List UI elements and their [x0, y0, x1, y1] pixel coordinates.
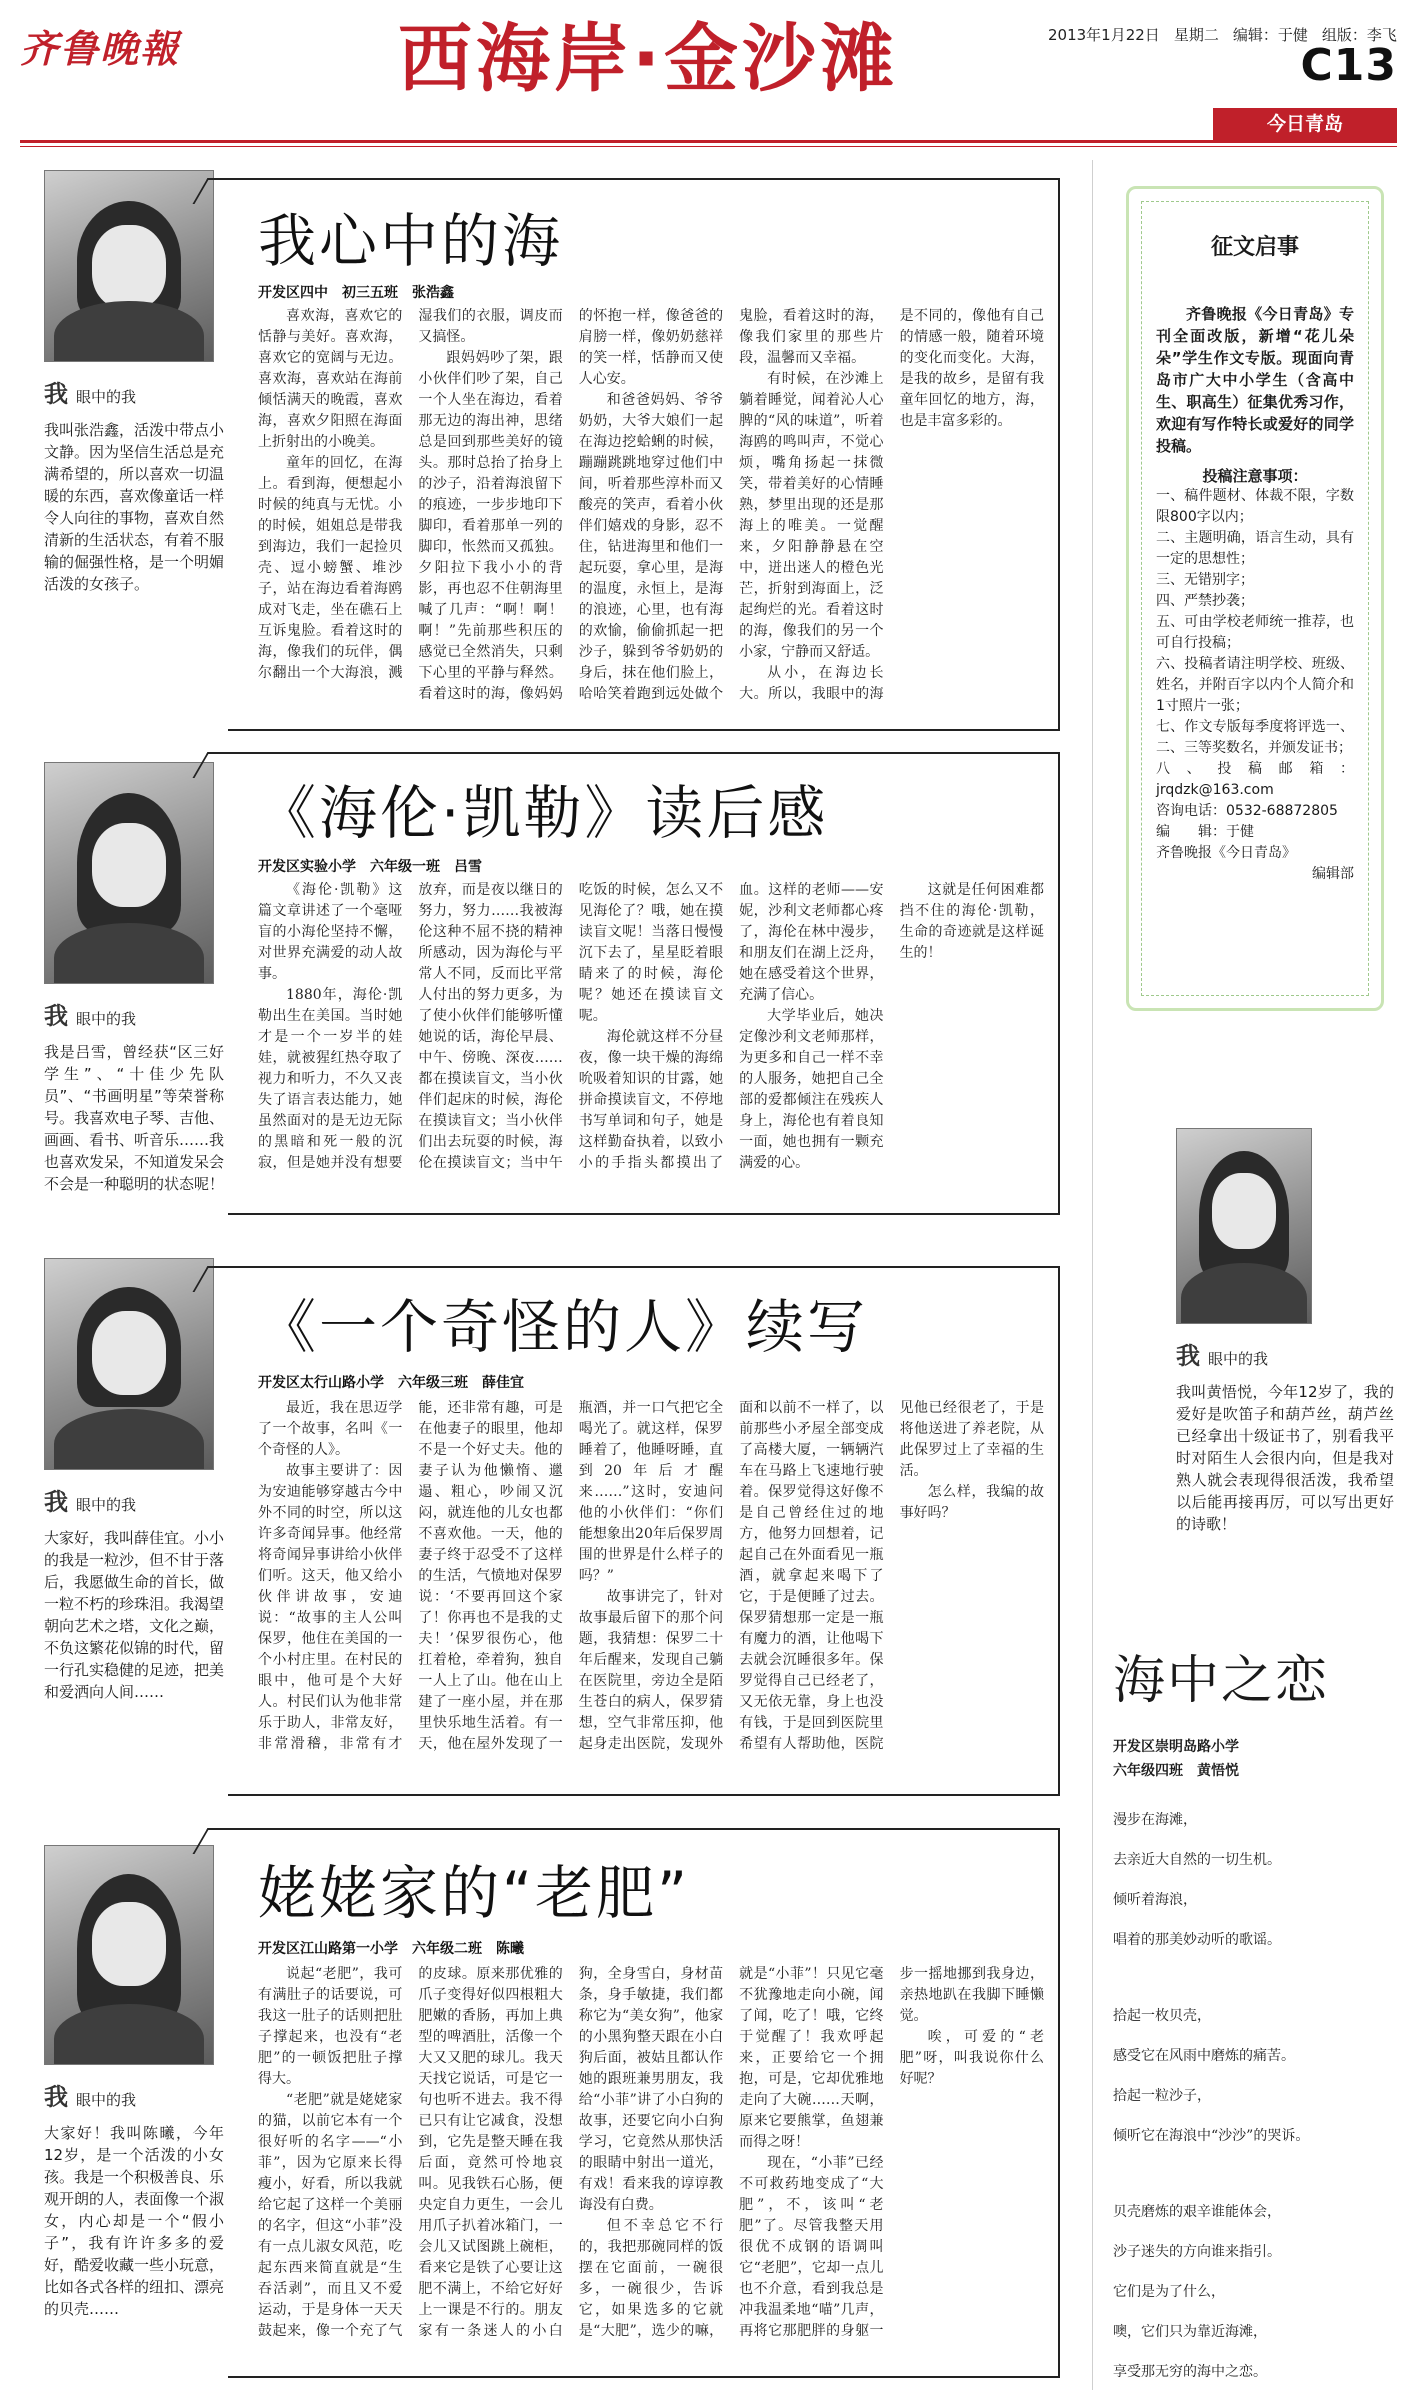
- paragraph: 现在，“小菲”已经不可救药地变成了“大肥”，不，该叫“老肥”了。尽管我整天用很优不成钢的语调叫它“老肥”，它却一点儿也不介意，看到我总是冲我温柔地“喵”几声，再将它那肥胖的身躯一步一摇地挪到我身边，亲热地趴在我脚下睡懒觉。: [739, 1966, 1044, 2339]
- paragraph: 最近，我在思迈学了一个故事，名叫《一个奇怪的人》。: [258, 1400, 403, 1458]
- paragraph: 故事主要讲了：因为安迪能够穿越古今中外不同的时空，所以这许多奇闻异事。他经常将奇闻异事讲给小伙伴们听。这天，他又给小伙伴讲故事，安迪说：“故事的主人公叫保罗，他住在美国的一个小村庄里。在村民的眼中，他可是个大好人。村民们认为他非常乐于助人，非常友好，非常滑稽，非常有才能，还非常有趣，可是在他妻子的眼里，他却不是一个好丈夫。他的妻子认为他懒惰、邋遢、粗心，吵闹又沉闷，就连他的儿女也都不喜欢他。一天，他的妻子终于忍受不了这样的生活，气愤地对保罗说：‘不要再回这个家了！你再也不是我的丈夫！’保罗很伤心，他扛着枪，牵着狗，独自一人上了山。他在山上建了一座小屋，并在那里快乐地生活着。有一天，他在屋外发现了一瓶酒，并一口气把它全喝光了。就这样，保罗睡着了，他睡呀睡，直到20年后才醒来……”这时，安迪问他的小伙伴们：“你们能想象出20年后保罗周围的世界是什么样子的吗？”: [258, 1400, 724, 1752]
- paragraph: 《海伦·凯勒》这篇文章讲述了一个毫哑盲的小海伦坚持不懈，对世界充满爱的动人故事。: [258, 882, 403, 982]
- article-title: 姥姥家的“老肥”: [258, 1859, 691, 1927]
- notice-rules: [1156, 486, 1354, 801]
- paragraph: “老肥”就是姥姥家的猫，以前它本有一个很好听的名字——“小菲”，因为它原来长得瘦小，好看，所以我就给它起了这样一个美丽的名字，但这“小菲”没有一点儿淑女风范，吃起东西来简直就是“生吞活剥”，而且又不爱运动，于是身体一天天鼓起来，像一个充了气的皮球。原来那优雅的爪子变得好似四根粗大肥嫩的香肠，再加上典型的啤酒肚，活像一个大又又肥的球儿。我天天找它说话，可是它一句也听不进去。我不得已只有让它减食，没想到，它先是整天睡在我后面，竟然可怜地哀叫。见我铁石心肠，便央定自力更生，一会儿用爪子扒着冰箱门，一会儿又试图跳上碗柜，看来它是铁了心要让这肥不满上，不给它好好上一课是不行的。朋友家有一条迷人的小白狗，全身雪白，身材苗条，身手敏捷，我们都称它为“美女狗”，他家的小黑狗整天跟在小白狗后面，被姑且都认作她的跟班兼男朋友，我给“小菲”讲了小白狗的故事，还要它向小白狗学习，它竟然从那快活的眼睛中射出一道光，有戏！看来我的谆谆教诲没有白费。: [258, 1966, 724, 2339]
- notice-rule: 二、主题明确，语言生动，具有一定的思想性；: [1156, 530, 1354, 567]
- poem-line: 去亲近大自然的一切生机。: [1113, 1852, 1281, 1868]
- paragraph: 喜欢海，喜欢它的恬静与美好。喜欢海，喜欢它的宽阔与无边。喜欢海，喜欢站在海前倾恬满天的晚霞，喜欢海，喜欢夕阳照在海面上折射出的小晚美。: [258, 308, 403, 450]
- article-body: [258, 1398, 1044, 1774]
- call-for-submissions: [1126, 186, 1384, 1011]
- page-tag: 今日青岛: [1213, 108, 1397, 140]
- author-profile-3: [44, 1258, 224, 1703]
- author-bio: 我叫张浩鑫，活泼中带点小文静。因为坚信生活总是充满希望的，所以喜欢一切温暖的东西，喜欢像童话一样令人向往的事物，喜欢自然清新的生活状态，有着不服输的倔强性格，是一个明媚活泼的女孩子。: [44, 421, 225, 593]
- notice-rule: 七、作文专版每季度将评选一、二、三等奖数名，并颁发证书；: [1156, 719, 1354, 756]
- stanza-gap: [1113, 2156, 1403, 2192]
- eye-heading: [44, 996, 224, 1031]
- paragraph: 从小，在海边长大。所以，我眼中的海是不同的，像他有自己的情感一般，随着环境的变化而变化。大海，是我的故乡，是留有我童年回忆的地方，海，也是丰富多彩的。: [739, 308, 1044, 702]
- eye-heading-prefix: 我: [44, 1487, 68, 1516]
- poem-line: 倾听着海浪，: [1113, 1892, 1197, 1908]
- eye-heading-label: 眼中的我: [1208, 1350, 1269, 1368]
- paragraph: 大学毕业后，她决定像沙利文老师那样，为更多和自己一样不幸的人服务，她把自己全部的爱都倾注在残疾人身上，海伦也有着良知一面，她也拥有一颗充满爱的心。: [739, 1008, 884, 1171]
- author-photo: [44, 762, 214, 984]
- eye-heading: [44, 374, 224, 409]
- eye-heading: [44, 2077, 224, 2112]
- eye-heading-label: 眼中的我: [76, 2091, 137, 2109]
- article-lao-fei: [228, 1828, 1060, 2378]
- author-bio: 我叫黄悟悦，今年12岁了，我的爱好是吹笛子和葫芦丝，葫芦丝已经拿出十级证书了，别看我平时对陌生人会很内向，但是我对熟人就会表现得很活泼，我希望以后能再接再厉，可以写出更好的诗歌！: [1176, 1383, 1394, 1533]
- notice-rule: 四、严禁抄袭；: [1156, 593, 1254, 609]
- paragraph: 但不幸总它不行的，我把那碗同样的饭摆在它面前，一碗很多，一碗很少，告诉它，如果选多的它就是“大肥”，选少的嘛，就是“小菲”！只见它毫不犹豫地走向小碗，闻了闻，吃了！哦，它终于觉醒了！我欢呼起来，正要给它一个拥抱，可是，它却优雅地走向了大碗……天啊，原来它要熊掌，鱼翅兼而得之呀！: [578, 1966, 884, 2339]
- notice-dept-office: 编辑部: [1312, 866, 1354, 882]
- eye-heading-prefix: 我: [44, 2082, 68, 2111]
- author-bio: 大家好！我叫陈曦，今年12岁，是一个活泼的小女孩。我是一个积极善良、乐观开朗的人，表面像一个淑女，内心却是一个“假小子”，我有许许多多的爱好，酷爱收藏一些小玩意，比如各式各样的纽扣、漂亮的贝壳……: [44, 2124, 225, 2318]
- notice-dept: 齐鲁晚报《今日青岛》: [1156, 845, 1296, 861]
- eye-heading: [1176, 1336, 1396, 1371]
- stanza-gap: [1113, 1960, 1403, 1996]
- article-byline: 开发区四中 初三五班 张浩鑫: [258, 285, 454, 301]
- article-body: [258, 1964, 1044, 2362]
- article-body: [258, 306, 1044, 706]
- masthead-logo: 齐鲁晚報: [20, 26, 181, 71]
- poem-line: 唱着的那美妙动听的歌谣。: [1113, 1932, 1281, 1948]
- poem-school: 开发区崇明岛路小学: [1113, 1739, 1239, 1755]
- notice-rule: 三、无错别字；: [1156, 572, 1254, 588]
- eye-heading-label: 眼中的我: [76, 1496, 137, 1514]
- header-rule-thin: [20, 146, 1397, 147]
- author-photo: [1176, 1128, 1312, 1324]
- article-title: 《海伦·凯勒》读后感: [258, 779, 829, 847]
- notice-rule[interactable]: 八、投稿邮箱：jrqdzk@163.com: [1156, 761, 1354, 798]
- issue-weekday: 星期二: [1173, 26, 1219, 44]
- eye-heading-prefix: 我: [1176, 1341, 1200, 1370]
- poem-line: 它们是为了什么，: [1113, 2284, 1225, 2300]
- notice-rule: 五、可由学校老师统一推荐，也可自行投稿；: [1156, 614, 1354, 651]
- poem-line: 拾起一粒沙子，: [1113, 2088, 1211, 2104]
- issue-designer: 组版：李飞: [1321, 26, 1397, 44]
- paragraph: 1880年，海伦·凯勒出生在美国。当时她才是一个一岁半的娃娃，就被猩红热夺取了视力和听力，不久又丧失了语言表达能力，她虽然面对的是无边无际的黑暗和死一般的沉寂，但是她并没有想要放弃，而是夜以继日的努力，努力……我被海伦这种不屈不挠的精神所感动，因为海伦与平常人不同，反而比平常人付出的努力更多，为了使小伙伴们能够听懂她说的话，海伦早晨、中午、傍晚、深夜……都在摸读盲文，当小伙伴们起床的时候，海伦在摸读盲文；当小伙伴们出去玩耍的时候，海伦在摸读盲文；当中午吃饭的时候，怎么又不见海伦了？哦，她在摸读盲文呢！当落日慢慢沉下去了，星星眨着眼睛来了的时候，海伦呢？她还在摸读盲文呢。: [258, 882, 724, 1171]
- poem-line: 贝壳磨炼的艰辛谁能体会，: [1113, 2204, 1281, 2220]
- eye-heading-label: 眼中的我: [76, 388, 137, 406]
- notice-phone: 咨询电话：0532-68872805: [1156, 803, 1338, 819]
- paragraph: 这就是任何困难都挡不住的海伦·凯勒，生命的奇迹就是这样诞生的！: [899, 882, 1044, 961]
- author-photo: [44, 170, 214, 362]
- notice-title: 征文启事: [1210, 235, 1299, 260]
- notice-rule: 一、稿件题材、体裁不限，字数限800字以内；: [1156, 488, 1354, 525]
- author-bio: 大家好，我叫薛佳宜。小小的我是一粒沙，但不甘于落后，我愿做生命的首长，做一粒不朽的珍珠泪。我渴望朝向艺术之塔，文化之巅，不负这繁花似锦的时代，留一行孔实稳健的足迹，把美和爱洒向人间……: [44, 1529, 225, 1701]
- article-byline: 开发区江山路第一小学 六年级二班 陈曦: [258, 1941, 524, 1957]
- poem-body: [1113, 1800, 1403, 2392]
- issue-date: 2013年1月22日: [1048, 26, 1160, 44]
- article-title: 《一个奇怪的人》续写: [258, 1293, 869, 1361]
- notice-rule: 六、投稿者请注明学校、班级、姓名，并附百字以内个人简介和1寸照片一张；: [1156, 656, 1354, 714]
- article-strange-person: [228, 1266, 1060, 1796]
- poem-line: 拾起一枚贝壳，: [1113, 2008, 1211, 2024]
- notice-editor: 编 辑：于健: [1156, 824, 1254, 840]
- author-bio: 我是吕雪，曾经获“区三好学生”、“十佳少先队员”、“书画明星”等荣誉称号。我喜欢电子琴、吉他、画画、看书、听音乐……我也喜欢发呆，不知道发呆会不会是一种聪明的状态呢！: [44, 1043, 225, 1193]
- poem-line: 噢，它们只为靠近海滩，: [1113, 2324, 1267, 2340]
- poem-title: 海中之恋: [1113, 1651, 1330, 1711]
- poem-line: 漫步在海滩，: [1113, 1812, 1197, 1828]
- poem-line: 倾听它在海浪中“沙沙”的哭诉。: [1113, 2128, 1310, 2144]
- eye-heading-label: 眼中的我: [76, 1010, 137, 1028]
- paragraph: 唉，可爱的“老肥”呀，叫我说你什么好呢？: [899, 2029, 1044, 2087]
- paragraph: 怎么样，我编的故事好吗？: [899, 1484, 1044, 1521]
- author-photo: [44, 1845, 214, 2065]
- poem-byline: [1113, 1735, 1239, 1783]
- author-photo: [44, 1258, 214, 1470]
- article-my-sea: [228, 178, 1060, 731]
- eye-heading-prefix: 我: [44, 1001, 68, 1030]
- eye-heading-prefix: 我: [44, 379, 68, 408]
- article-title: 我心中的海: [258, 207, 564, 275]
- issue-editor: 编辑：于健: [1232, 26, 1308, 44]
- paragraph: 和爸爸妈妈、爷爷奶奶，大爷大娘们一起在海边挖蛤蜊的时候，蹦蹦跳跳地穿过他们中间，听着那些淳朴而又酸亮的笑声，看着小伙伴们嬉戏的身影，忍不住，钻进海里和他们一起玩耍，拿心里，是海的温度，永恒上，是海的浪迹，心里，也有海的欢愉，偷偷抓起一把沙子，躲到爷爷奶奶的身后，抹在他们脸上，哈哈笑着跑到远处做个鬼脸，看着这时的海，像我们家里的那些片段，温馨而又幸福。: [578, 308, 884, 702]
- author-profile-2: [44, 762, 224, 1195]
- column-divider: [1092, 160, 1093, 2390]
- paragraph: 跟妈妈吵了架，跟小伙伴们吵了架，自己一个人坐在海边，看着那无边的海出神，思绪总是回到那些美好的镜头。那时总抬了抬身上的沙子，沿着海浪留下的痕迹，一步步地印下脚印，看着那单一列的脚印，怅然而又孤独。夕阳拉下我小小的背影，再也忍不住朝海里喊了几声：“啊！啊！啊！”先前那些积压的感觉已全然消失，只剩下心里的平静与释然。看着这时的海，像妈妈的怀抱一样，像爸爸的肩膀一样，像奶奶慈祥的笑一样，恬静而又使人心安。: [418, 308, 724, 702]
- header-rule: [20, 140, 1397, 143]
- paragraph: 有时候，在沙滩上躺着睡觉，闻着沁人心脾的“风的味道”，听着海鸥的鸣叫声，不觉心烦，嘴角扬起一抹微笑，带着美好的心情睡熟，梦里出现的还是那海上的唯美。一觉醒来，夕阳静静悬在空中，迸出迷人的橙色光芒，折射到海面上，泛起绚烂的光。看着这时的海，像我们的另一个小家，宁静而又舒适。: [739, 371, 884, 660]
- poem-line: 沙子迷失的方向谁来指引。: [1113, 2244, 1281, 2260]
- notice-intro: 齐鲁晚报《今日青岛》专刊全面改版，新增“花儿朵朵”学生作文专版。现面向青岛市广大中小学生（含高中生、职高生）征集优秀习作，欢迎有写作特长或爱好的同学投稿。: [1156, 305, 1354, 455]
- article-body: [258, 880, 1044, 1190]
- article-byline: 开发区实验小学 六年级一班 吕雪: [258, 859, 482, 875]
- paragraph: 童年的回忆，在海上。看到海，便想起小时候的纯真与无忧。小的时候，姐姐总是带我到海边，我们一起捡贝壳、逗小螃蟹、堆沙子，站在海边看着海鸥成对飞走，坐在礁石上互诉鬼脸。看着这时的海，像我们的玩伴，偶尔翻出一个大海浪，溅湿我们的衣服，调皮而又搞怪。: [258, 308, 563, 681]
- poem-class: 六年级四班 黄悟悦: [1113, 1763, 1239, 1779]
- author-profile-5: [1114, 1128, 1396, 1535]
- poem-line: 感受它在风雨中磨炼的痛苦。: [1113, 2048, 1295, 2064]
- author-profile-4: [44, 1845, 224, 2320]
- notice-rules-title: 投稿注意事项：: [1202, 467, 1308, 485]
- author-profile-1: [44, 170, 224, 595]
- eye-heading: [44, 1482, 224, 1517]
- paragraph: 故事讲完了，针对故事最后留下的那个问题，我猜想：保罗二十年后醒来，发现自己躺在医院里，旁边全是陌生苍白的病人，保罗猜想，空气非常压抑，他起身走出医院，发现外面和以前不一样了，以前那些小矛屋全部变成了高楼大厦，一辆辆汽车在马路上飞速地行驶着。保罗觉得这好像不是自己曾经住过的地方，他努力回想着，记起自己在外面看见一瓶酒，就拿起来喝下了它，于是便睡了过去。保罗猜想那一定是一瓶有魔力的酒，让他喝下去就会沉睡很多年。保罗觉得自己已经老了，又无依无靠，身上也没有钱，于是回到医院里希望有人帮助他，医院见他已经很老了，于是将他送进了养老院，从此保罗过上了幸福的生活。: [578, 1400, 1044, 1752]
- paragraph: 海伦就这样不分昼夜，像一块干燥的海绵吮吸着知识的甘露，她拼命摸读盲文，不停地书写单词和句子，她是这样勤奋执着，以致小小的手指头都摸出了血。这样的老师——安妮，沙利文老师都心疼了，海伦在林中漫步，和朋友们在湖上泛舟，她在感受着这个世界，充满了信心。: [578, 882, 884, 1171]
- section-title: 西海岸·金沙滩: [398, 16, 899, 102]
- article-helen-keller: [228, 752, 1060, 1215]
- page-code: C13: [1300, 40, 1397, 91]
- article-byline: 开发区太行山路小学 六年级三班 薛佳宜: [258, 1375, 524, 1391]
- paragraph: 说起“老肥”，我可有满肚子的话要说，可我这一肚子的话则把肚子撑起来，也没有“老肥”的一顿饭把肚子撑得大。: [258, 1966, 403, 2087]
- poem-line: 享受那无穷的海中之恋。: [1113, 2364, 1267, 2380]
